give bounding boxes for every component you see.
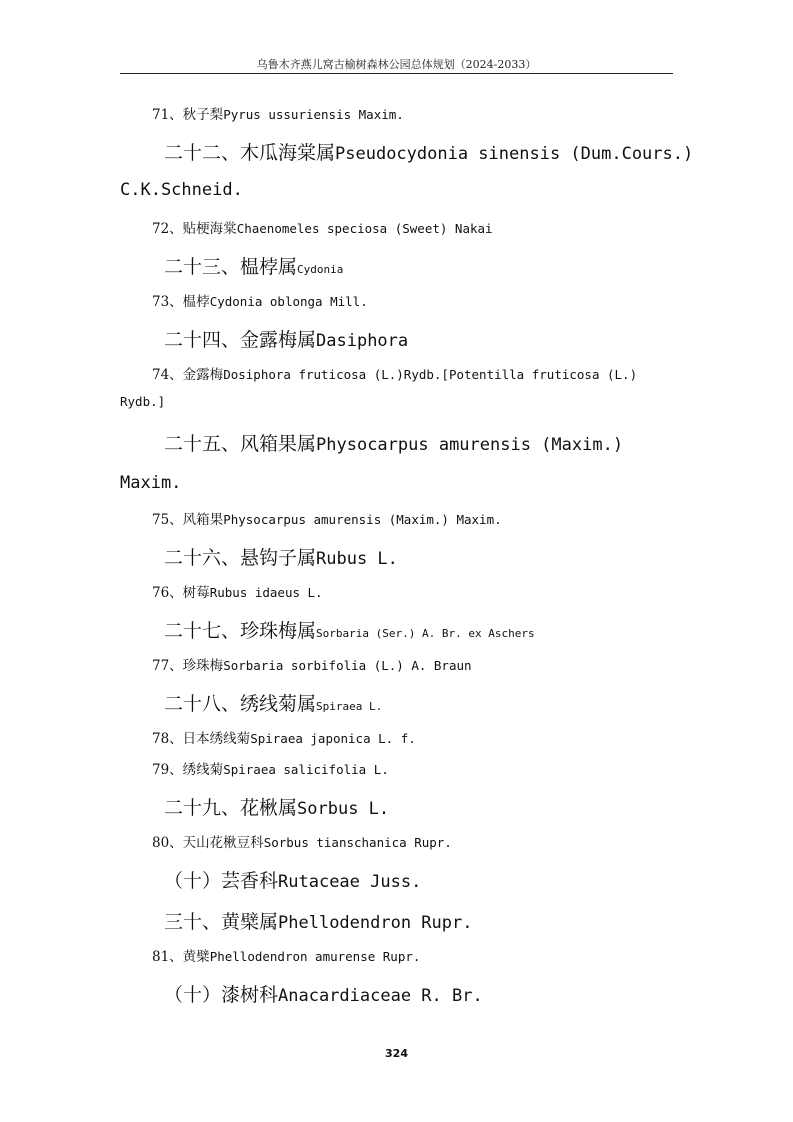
- genus-heading-28: 二十八、绣线菊属Spiraea L.: [164, 693, 383, 715]
- genus-heading-22: 二十二、木瓜海棠属Pseudocydonia sinensis (Dum.Cours.): [164, 142, 694, 164]
- species-entry-80: 80、天山花楸豆科Sorbus tianschanica Rupr.: [152, 835, 452, 851]
- species-entry-73: 73、榅桲Cydonia oblonga Mill.: [152, 294, 368, 310]
- species-entry-74: 74、金露梅Dosiphora fruticosa (L.)Rydb.[Potentilla fruticosa (L.): [152, 367, 638, 383]
- family-heading-anacardiaceae: （十）漆树科Anacardiaceae R. Br.: [164, 984, 483, 1006]
- genus-heading-25-continued: Maxim.: [120, 473, 182, 493]
- species-entry-77: 77、珍珠梅Sorbaria sorbifolia (L.) A. Braun: [152, 658, 472, 674]
- genus-heading-26: 二十六、悬钩子属Rubus L.: [164, 547, 398, 569]
- species-entry-74-continued: Rydb.]: [120, 394, 166, 409]
- genus-heading-27: 二十七、珍珠梅属Sorbaria (Ser.) A. Br. ex Aschers: [164, 620, 535, 642]
- genus-heading-24: 二十四、金露梅属Dasiphora: [164, 329, 409, 351]
- species-entry-78: 78、日本绣线菊Spiraea japonica L. f.: [152, 731, 416, 747]
- genus-heading-30: 三十、黄檗属Phellodendron Rupr.: [164, 911, 473, 933]
- species-entry-79: 79、绣线菊Spiraea salicifolia L.: [152, 762, 389, 778]
- running-header: 乌鲁木齐燕儿窝古榆树森林公园总体规划（2024-2033）: [256, 58, 537, 71]
- species-entry-76: 76、树莓Rubus idaeus L.: [152, 585, 323, 601]
- species-entry-71: 71、秋子梨Pyrus ussuriensis Maxim.: [152, 107, 404, 123]
- genus-heading-22-continued: C.K.Schneid.: [120, 180, 243, 200]
- header-rule: [120, 73, 673, 74]
- family-heading-rutaceae: （十）芸香科Rutaceae Juss.: [164, 870, 422, 892]
- genus-heading-25: 二十五、风箱果属Physocarpus amurensis (Maxim.): [164, 433, 624, 455]
- page-number: 324: [385, 1047, 408, 1060]
- species-entry-81: 81、黄檗Phellodendron amurense Rupr.: [152, 949, 421, 965]
- genus-heading-23: 二十三、榅桲属Cydonia: [164, 256, 344, 278]
- species-entry-72: 72、贴梗海棠Chaenomeles speciosa (Sweet) Nakai: [152, 221, 493, 237]
- genus-heading-29: 二十九、花楸属Sorbus L.: [164, 797, 390, 819]
- species-entry-75: 75、风箱果Physocarpus amurensis (Maxim.) Maxim.: [152, 512, 502, 528]
